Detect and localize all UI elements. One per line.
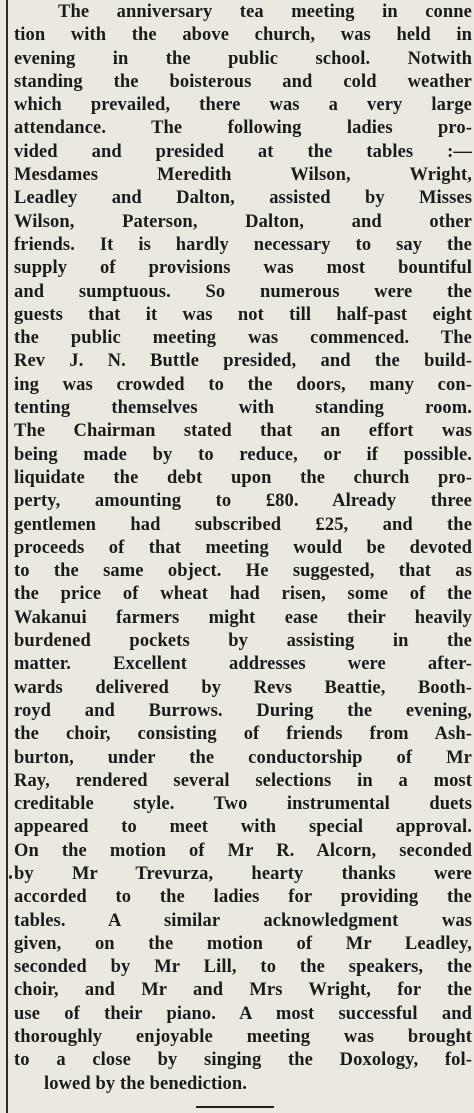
article-line: to the same object. He suggested, that as [14, 561, 472, 582]
article-line: perty, amounting to £80. Already three [14, 491, 472, 512]
article-line: accorded to the ladies for providing the [14, 887, 472, 908]
article-line: the public meeting was commenced. The [14, 328, 472, 349]
article-line: Rev J. N. Buttle presided, and the build- [14, 351, 472, 372]
article-line: friends. It is hardly necessary to say the [14, 234, 472, 255]
article-line: lowed by the benediction. [44, 1073, 247, 1094]
end-rule [196, 1106, 274, 1108]
ink-speck [9, 875, 12, 879]
article-line: matter. Excellent addresses were after- [14, 654, 472, 675]
article-line: use of their piano. A most successful and [14, 1003, 472, 1024]
article-line: choir, and Mr and Mrs Wright, for the [14, 980, 472, 1001]
article-line: the choir, consisting of friends from Ash- [14, 724, 472, 745]
article-line: evening in the public school. Notwith [14, 48, 472, 69]
article-line: and sumptuous. So numerous were the [14, 281, 472, 302]
article-line: The Chairman stated that an effort was [14, 421, 472, 442]
article-line: attendance. The following ladies pro- [14, 118, 472, 139]
article-line: appeared to meet with special approval. [14, 817, 472, 838]
article-line: Leadley and Dalton, assisted by Misses [14, 188, 472, 209]
article-line: Wakanui farmers might ease their heavily [14, 607, 472, 628]
article-line: gentlemen had subscribed £25, and the [14, 514, 472, 535]
article-line: The anniversary tea meeting in conne [58, 2, 472, 22]
article-line: given, on the motion of Mr Leadley, [14, 933, 472, 954]
article-line: guests that it was not till half-past eight [14, 304, 472, 325]
article-line: which prevailed, there was a very large [14, 95, 472, 116]
article-line: wards delivered by Revs Beattie, Booth- [14, 677, 472, 698]
article-line: Mesdames Meredith Wilson, Wright, [14, 165, 472, 186]
article-line: burdened pockets by assisting in the [14, 631, 472, 652]
article-line: to a close by singing the Doxology, fol- [14, 1050, 472, 1071]
article-line: tenting themselves with standing room. [14, 398, 472, 419]
article-line: seconded by Mr Lill, to the speakers, the [14, 957, 472, 978]
article-line: proceeds of that meeting would be devoted [14, 537, 472, 558]
article-line: burton, under the conductorship of Mr [14, 747, 472, 768]
article-line: tables. A similar acknowledgment was [14, 910, 472, 931]
article-line: tion with the above church, was held in [14, 25, 472, 46]
article-line: royd and Burrows. During the evening, [14, 700, 472, 721]
article-line: creditable style. Two instrumental duets [14, 794, 472, 815]
article-line: Wilson, Paterson, Dalton, and other [14, 211, 472, 232]
article-body [14, 1, 472, 1096]
article-line: Ray, rendered several selections in a most [14, 770, 472, 791]
article-line: the price of wheat had risen, some of the [14, 584, 472, 605]
article-line: ing was crowded to the doors, many con- [14, 374, 472, 395]
article-line: supply of provisions was most bountiful [14, 258, 472, 279]
article-line: thoroughly enjoyable meeting was brought [14, 1027, 472, 1048]
article-line: being made by to reduce, or if possible. [14, 444, 472, 465]
article-line: standing the boisterous and cold weather [14, 71, 472, 92]
article-line: On the motion of Mr R. Alcorn, seconded [14, 840, 472, 861]
column-rule [6, 0, 8, 1113]
article-line: by Mr Trevurza, hearty thanks were [14, 863, 472, 884]
article-line: vided and presided at the tables :— [14, 141, 472, 162]
article-line: liquidate the debt upon the church pro- [14, 467, 472, 488]
